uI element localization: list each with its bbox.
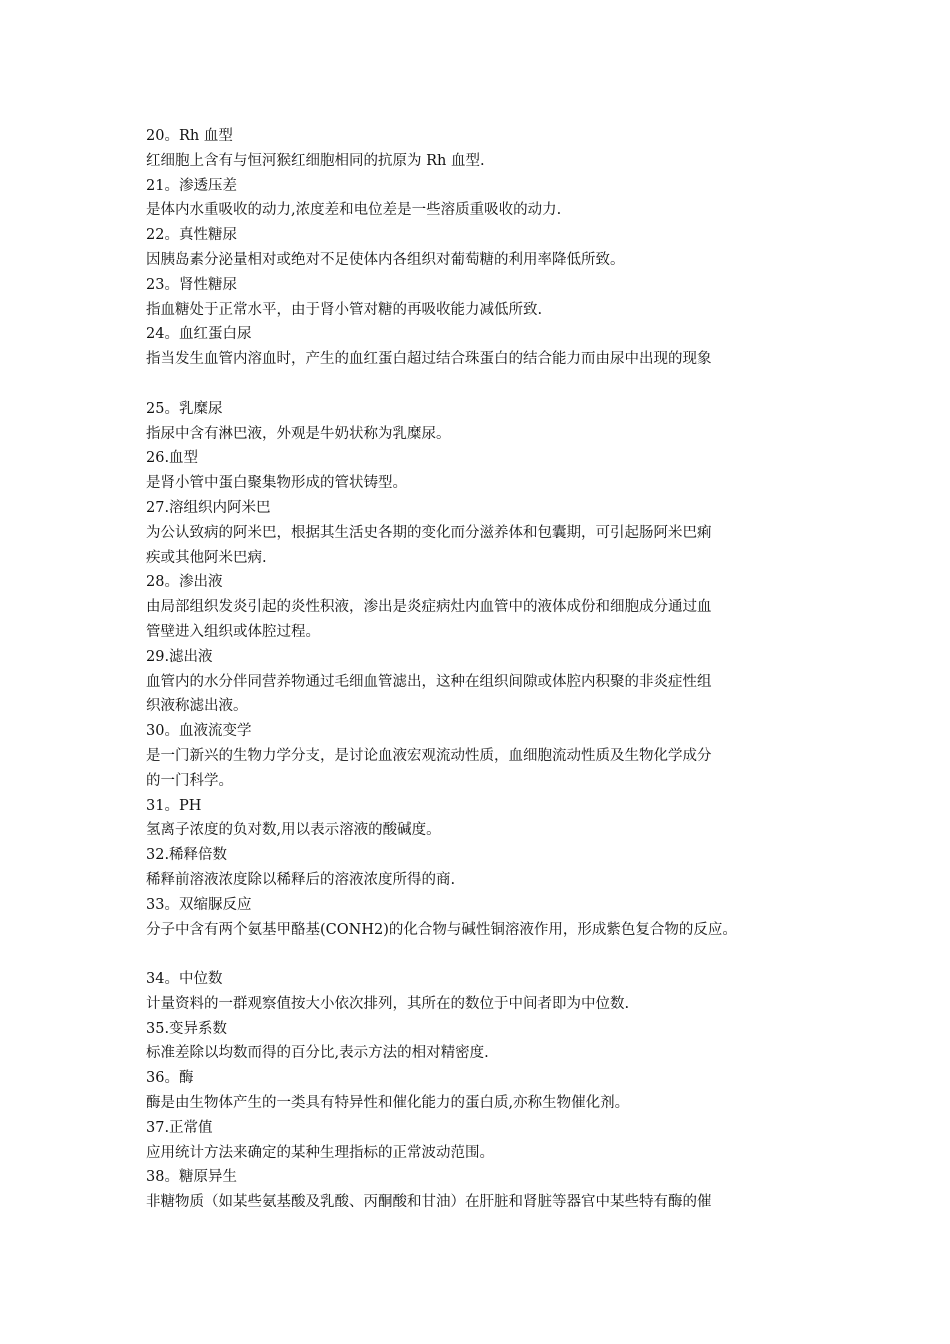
entry-definition: 是一门新兴的生物力学分支，是讨论血液宏观流动性质，血细胞流动性质及生物化学成分 (146, 747, 712, 764)
entry-title: 34。中位数 (146, 971, 223, 988)
entry-definition: 血管内的水分伴同营养物通过毛细血管滤出，这种在组织间隙或体腔内积聚的非炎症性组 (146, 673, 712, 690)
entry-title: 36。酶 (146, 1070, 194, 1087)
entry-definition: 管壁进入组织或体腔过程。 (146, 623, 320, 640)
entry-title: 26.血型 (146, 450, 199, 467)
entry-definition: 氢离子浓度的负对数,用以表示溶液的酸碱度。 (146, 822, 441, 839)
entry-title: 25。乳糜尿 (146, 400, 223, 417)
entry-definition: 指尿中含有淋巴液，外观是牛奶状称为乳糜尿。 (146, 425, 451, 442)
entry-title: 38。糖原异生 (146, 1169, 237, 1186)
entry-title: 32.稀释倍数 (146, 847, 228, 864)
entry-title: 37.正常值 (146, 1119, 213, 1136)
document-page (146, 124, 826, 1215)
entry-definition: 应用统计方法来确定的某种生理指标的正常波动范围。 (146, 1144, 494, 1161)
entry-title: 27.溶组织内阿米巴 (146, 499, 271, 516)
entry-title: 22。真性糖尿 (146, 227, 237, 244)
entry-definition: 非糖物质（如某些氨基酸及乳酸、丙酮酸和甘油）在肝脏和肾脏等器官中某些特有酶的催 (146, 1194, 712, 1211)
entry-title: 33。双缩脲反应 (146, 896, 252, 913)
entry-definition: 由局部组织发炎引起的炎性积液，渗出是炎症病灶内血管中的液体成份和细胞成分通过血 (146, 599, 712, 616)
blank-line (146, 942, 826, 967)
entry-definition: 指当发生血管内溶血时，产生的血红蛋白超过结合珠蛋白的结合能力而由尿中出现的现象 (146, 351, 712, 368)
entry-definition: 指血糖处于正常水平，由于肾小管对糖的再吸收能力减低所致. (146, 301, 543, 318)
entry-definition: 稀释前溶液浓度除以稀释后的溶液浓度所得的商. (146, 871, 456, 888)
entry-definition: 的一门科学。 (146, 772, 233, 789)
entry-title: 31。PH (146, 797, 202, 814)
entry-definition: 织液称滤出液。 (146, 698, 248, 715)
entry-definition: 红细胞上含有与恒河猴红细胞相同的抗原为 Rh 血型. (146, 152, 485, 169)
entry-title: 23。肾性糖尿 (146, 276, 237, 293)
blank-line (146, 372, 826, 397)
entry-definition: 为公认致病的阿米巴，根据其生活史各期的变化而分滋养体和包囊期，可引起肠阿米巴痢 (146, 524, 712, 541)
entry-title: 28。渗出液 (146, 574, 223, 591)
entry-title: 21。渗透压差 (146, 177, 237, 194)
entry-title: 20。Rh 血型 (146, 128, 233, 144)
entry-definition: 是体内水重吸收的动力,浓度差和电位差是一些溶质重吸收的动力. (146, 202, 562, 219)
entry-title: 30。血液流变学 (146, 723, 252, 740)
entry-definition: 标准差除以均数而得的百分比,表示方法的相对精密度. (146, 1045, 489, 1062)
entry-title: 29.滤出液 (146, 648, 213, 665)
entry-title: 24。血红蛋白尿 (146, 326, 252, 343)
entry-title: 35.变异系数 (146, 1020, 228, 1037)
entry-definition: 疾或其他阿米巴病. (146, 549, 267, 566)
entry-definition: 是肾小管中蛋白聚集物形成的管状铸型。 (146, 475, 407, 492)
entry-definition: 计量资料的一群观察值按大小依次排列，其所在的数位于中间者即为中位数. (146, 995, 630, 1012)
entry-definition: 分子中含有两个氨基甲酪基(CONH2)的化合物与碱性铜溶液作用，形成紫色复合物的反应。 (146, 921, 737, 938)
entry-definition: 因胰岛素分泌量相对或绝对不足使体内各组织对葡萄糖的利用率降低所致。 (146, 251, 625, 268)
entry-definition: 酶是由生物体产生的一类具有特异性和催化能力的蛋白质,亦称生物催化剂。 (146, 1095, 630, 1112)
